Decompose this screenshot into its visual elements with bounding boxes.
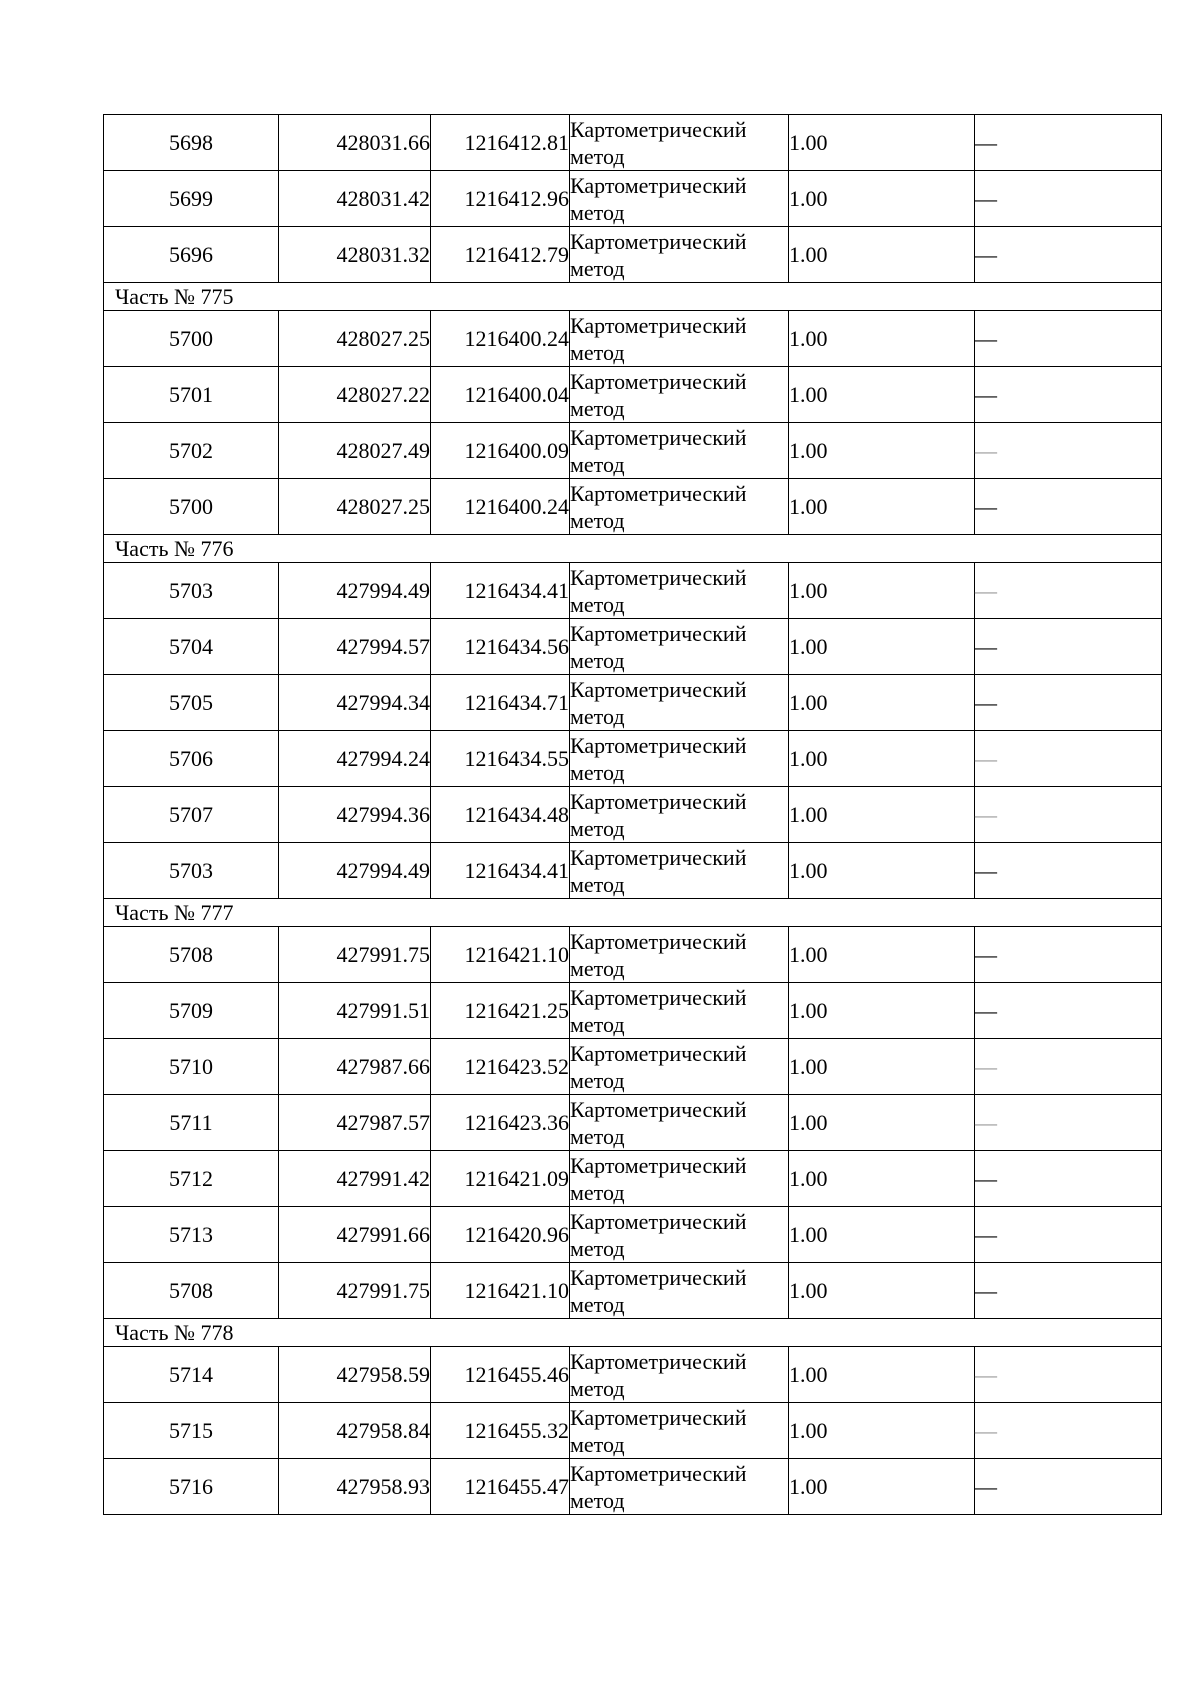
y-coordinate-cell: 1216434.55 [431, 731, 570, 787]
table-row [104, 731, 1162, 787]
method-cell: Картометрический метод [570, 1151, 789, 1207]
precision-cell: 1.00 [789, 1263, 975, 1319]
method-cell: Картометрический метод [570, 927, 789, 983]
method-cell: Картометрический метод [570, 563, 789, 619]
precision-cell: 1.00 [789, 171, 975, 227]
table-row [104, 927, 1162, 983]
table-row [104, 843, 1162, 899]
method-cell: Картометрический метод [570, 731, 789, 787]
y-coordinate-cell: 1216434.41 [431, 843, 570, 899]
description-cell: — [975, 787, 1162, 843]
table-row [104, 1403, 1162, 1459]
x-coordinate-cell: 428031.42 [279, 171, 431, 227]
point-number-cell: 5713 [104, 1207, 279, 1263]
point-number-cell: 5715 [104, 1403, 279, 1459]
y-coordinate-cell: 1216412.79 [431, 227, 570, 283]
method-cell: Картометрический метод [570, 787, 789, 843]
method-cell: Картометрический метод [570, 619, 789, 675]
point-number-cell: 5714 [104, 1347, 279, 1403]
y-coordinate-cell: 1216420.96 [431, 1207, 570, 1263]
x-coordinate-cell: 427991.51 [279, 983, 431, 1039]
table-row [104, 1459, 1162, 1515]
precision-cell: 1.00 [789, 983, 975, 1039]
description-cell: — [975, 423, 1162, 479]
point-number-cell: 5703 [104, 843, 279, 899]
description-cell: — [975, 731, 1162, 787]
y-coordinate-cell: 1216421.09 [431, 1151, 570, 1207]
description-cell: — [975, 1263, 1162, 1319]
table-row [104, 171, 1162, 227]
x-coordinate-cell: 427994.36 [279, 787, 431, 843]
y-coordinate-cell: 1216400.09 [431, 423, 570, 479]
table-row [104, 423, 1162, 479]
x-coordinate-cell: 428031.32 [279, 227, 431, 283]
description-cell: — [975, 115, 1162, 171]
y-coordinate-cell: 1216434.56 [431, 619, 570, 675]
description-cell: — [975, 1095, 1162, 1151]
precision-cell: 1.00 [789, 731, 975, 787]
table-row [104, 675, 1162, 731]
x-coordinate-cell: 427991.75 [279, 1263, 431, 1319]
x-coordinate-cell: 427991.42 [279, 1151, 431, 1207]
description-cell: — [975, 1039, 1162, 1095]
point-number-cell: 5704 [104, 619, 279, 675]
method-cell: Картометрический метод [570, 227, 789, 283]
point-number-cell: 5712 [104, 1151, 279, 1207]
description-cell: — [975, 367, 1162, 423]
precision-cell: 1.00 [789, 843, 975, 899]
x-coordinate-cell: 427987.66 [279, 1039, 431, 1095]
point-number-cell: 5709 [104, 983, 279, 1039]
method-cell: Картометрический метод [570, 423, 789, 479]
point-number-cell: 5710 [104, 1039, 279, 1095]
table-row [104, 787, 1162, 843]
x-coordinate-cell: 427994.49 [279, 843, 431, 899]
method-cell: Картометрический метод [570, 311, 789, 367]
part-header-row [104, 535, 1162, 563]
method-cell: Картометрический метод [570, 115, 789, 171]
part-header-row [104, 899, 1162, 927]
method-cell: Картометрический метод [570, 983, 789, 1039]
point-number-cell: 5701 [104, 367, 279, 423]
y-coordinate-cell: 1216421.10 [431, 1263, 570, 1319]
point-number-cell: 5711 [104, 1095, 279, 1151]
part-label: Часть № 776 [104, 535, 1162, 563]
y-coordinate-cell: 1216412.96 [431, 171, 570, 227]
precision-cell: 1.00 [789, 675, 975, 731]
precision-cell: 1.00 [789, 1347, 975, 1403]
x-coordinate-cell: 427991.66 [279, 1207, 431, 1263]
y-coordinate-cell: 1216434.71 [431, 675, 570, 731]
method-cell: Картометрический метод [570, 171, 789, 227]
table-row [104, 479, 1162, 535]
table-row [104, 1039, 1162, 1095]
method-cell: Картометрический метод [570, 1263, 789, 1319]
table-row [104, 1151, 1162, 1207]
x-coordinate-cell: 427994.34 [279, 675, 431, 731]
table-row [104, 367, 1162, 423]
y-coordinate-cell: 1216423.36 [431, 1095, 570, 1151]
description-cell: — [975, 1207, 1162, 1263]
precision-cell: 1.00 [789, 1207, 975, 1263]
y-coordinate-cell: 1216455.32 [431, 1403, 570, 1459]
part-header-row [104, 283, 1162, 311]
y-coordinate-cell: 1216421.25 [431, 983, 570, 1039]
part-label: Часть № 775 [104, 283, 1162, 311]
y-coordinate-cell: 1216421.10 [431, 927, 570, 983]
x-coordinate-cell: 427958.93 [279, 1459, 431, 1515]
y-coordinate-cell: 1216400.24 [431, 311, 570, 367]
precision-cell: 1.00 [789, 227, 975, 283]
part-label: Часть № 777 [104, 899, 1162, 927]
table-row [104, 311, 1162, 367]
precision-cell: 1.00 [789, 1403, 975, 1459]
method-cell: Картометрический метод [570, 1403, 789, 1459]
method-cell: Картометрический метод [570, 1347, 789, 1403]
y-coordinate-cell: 1216423.52 [431, 1039, 570, 1095]
description-cell: — [975, 227, 1162, 283]
table-row [104, 1347, 1162, 1403]
x-coordinate-cell: 428027.22 [279, 367, 431, 423]
x-coordinate-cell: 427994.24 [279, 731, 431, 787]
description-cell: — [975, 479, 1162, 535]
x-coordinate-cell: 427994.49 [279, 563, 431, 619]
precision-cell: 1.00 [789, 367, 975, 423]
point-number-cell: 5699 [104, 171, 279, 227]
table-row [104, 1095, 1162, 1151]
precision-cell: 1.00 [789, 1151, 975, 1207]
point-number-cell: 5698 [104, 115, 279, 171]
description-cell: — [975, 675, 1162, 731]
table-row [104, 619, 1162, 675]
description-cell: — [975, 1347, 1162, 1403]
point-number-cell: 5707 [104, 787, 279, 843]
precision-cell: 1.00 [789, 787, 975, 843]
y-coordinate-cell: 1216434.48 [431, 787, 570, 843]
table-row [104, 115, 1162, 171]
coordinates-table-body [104, 115, 1162, 1515]
method-cell: Картометрический метод [570, 479, 789, 535]
description-cell: — [975, 619, 1162, 675]
description-cell: — [975, 171, 1162, 227]
point-number-cell: 5702 [104, 423, 279, 479]
description-cell: — [975, 927, 1162, 983]
y-coordinate-cell: 1216455.47 [431, 1459, 570, 1515]
method-cell: Картометрический метод [570, 367, 789, 423]
method-cell: Картометрический метод [570, 675, 789, 731]
precision-cell: 1.00 [789, 1095, 975, 1151]
y-coordinate-cell: 1216434.41 [431, 563, 570, 619]
point-number-cell: 5700 [104, 479, 279, 535]
precision-cell: 1.00 [789, 1039, 975, 1095]
y-coordinate-cell: 1216455.46 [431, 1347, 570, 1403]
precision-cell: 1.00 [789, 927, 975, 983]
part-label: Часть № 778 [104, 1319, 1162, 1347]
point-number-cell: 5706 [104, 731, 279, 787]
y-coordinate-cell: 1216400.24 [431, 479, 570, 535]
x-coordinate-cell: 427958.84 [279, 1403, 431, 1459]
y-coordinate-cell: 1216400.04 [431, 367, 570, 423]
part-header-row [104, 1319, 1162, 1347]
precision-cell: 1.00 [789, 619, 975, 675]
point-number-cell: 5705 [104, 675, 279, 731]
x-coordinate-cell: 427994.57 [279, 619, 431, 675]
precision-cell: 1.00 [789, 423, 975, 479]
description-cell: — [975, 843, 1162, 899]
precision-cell: 1.00 [789, 479, 975, 535]
y-coordinate-cell: 1216412.81 [431, 115, 570, 171]
coordinates-table [103, 114, 1162, 1515]
x-coordinate-cell: 427958.59 [279, 1347, 431, 1403]
point-number-cell: 5708 [104, 1263, 279, 1319]
table-row [104, 563, 1162, 619]
description-cell: — [975, 563, 1162, 619]
x-coordinate-cell: 428027.49 [279, 423, 431, 479]
method-cell: Картометрический метод [570, 1039, 789, 1095]
point-number-cell: 5700 [104, 311, 279, 367]
x-coordinate-cell: 427987.57 [279, 1095, 431, 1151]
description-cell: — [975, 1403, 1162, 1459]
x-coordinate-cell: 428027.25 [279, 311, 431, 367]
description-cell: — [975, 1151, 1162, 1207]
point-number-cell: 5708 [104, 927, 279, 983]
table-row [104, 983, 1162, 1039]
description-cell: — [975, 311, 1162, 367]
precision-cell: 1.00 [789, 563, 975, 619]
x-coordinate-cell: 428031.66 [279, 115, 431, 171]
precision-cell: 1.00 [789, 1459, 975, 1515]
point-number-cell: 5703 [104, 563, 279, 619]
table-row [104, 1207, 1162, 1263]
method-cell: Картометрический метод [570, 1207, 789, 1263]
precision-cell: 1.00 [789, 311, 975, 367]
table-row [104, 1263, 1162, 1319]
x-coordinate-cell: 427991.75 [279, 927, 431, 983]
table-row [104, 227, 1162, 283]
precision-cell: 1.00 [789, 115, 975, 171]
point-number-cell: 5696 [104, 227, 279, 283]
x-coordinate-cell: 428027.25 [279, 479, 431, 535]
method-cell: Картометрический метод [570, 843, 789, 899]
method-cell: Картометрический метод [570, 1095, 789, 1151]
method-cell: Картометрический метод [570, 1459, 789, 1515]
description-cell: — [975, 1459, 1162, 1515]
description-cell: — [975, 983, 1162, 1039]
point-number-cell: 5716 [104, 1459, 279, 1515]
